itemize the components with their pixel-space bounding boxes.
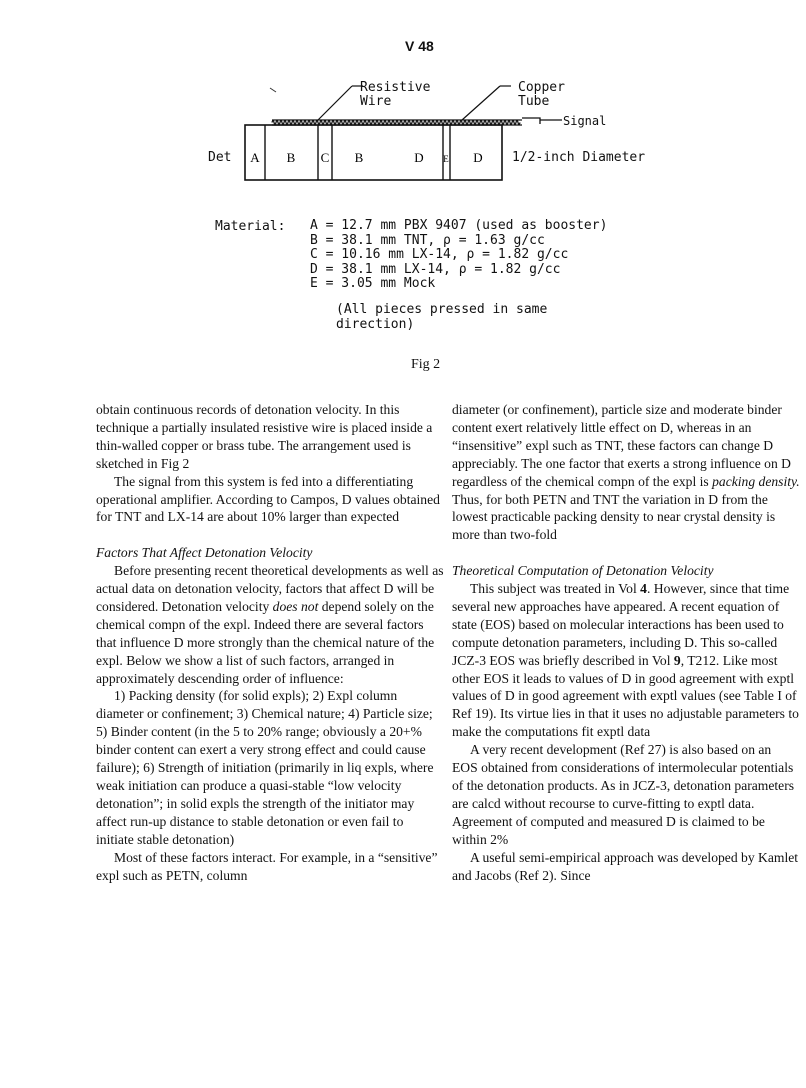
paragraph: diameter (or confinement), particle size and moderate binder content exert relatively little effect on D, whereas in an “insensitive” expl such as TNT, these factors can change D appreciably. The one factor that exerts a strong influence on D regardless of the chemical compn of the expl is packing density. Thus, for both PETN and TNT the variation in D from the lowest practicable packing density to near crystal density is more than two-fold xyxy=(452,402,800,543)
material-a: A = 12.7 mm PBX 9407 (used as booster) xyxy=(310,218,608,233)
diameter-label: 1/2-inch Diameter xyxy=(512,150,646,165)
det-label: Det xyxy=(208,150,232,165)
material-d: D = 38.1 mm LX-14, ρ = 1.82 g/cc xyxy=(310,261,561,277)
figure-caption: Fig 2 xyxy=(411,357,441,372)
left-column xyxy=(96,401,444,884)
segment-label-d: D xyxy=(414,150,424,165)
copper-tube-label: Copper Tube xyxy=(518,80,565,109)
material-b: B = 38.1 mm TNT, ρ = 1.63 g/cc xyxy=(310,232,545,248)
page-number: V 48 xyxy=(405,38,434,54)
paragraph: Most of these factors interact. For example, in a “sensitive” expl such as PETN, column xyxy=(96,849,438,883)
signal-label: Signal xyxy=(563,114,607,128)
signal-lead xyxy=(522,118,562,124)
paragraph: Before presenting recent theoretical developments as well as actual data on detonation velocity, factors that affect D will be considered. Detonation velocity does not depend solely on the chemical compn of the expl. Indeed there are several factors that influence D more strongly than the chemical nature of the expl. Below we show a list of such factors, arranged in approximately descending order of influence: xyxy=(96,563,444,686)
paragraph: This subject was treated in Vol 4. However, since that time several new approaches have appeared. A recent equation of state (EOS) based on molecular interactions has been used to compute detonation parameters, including D. This so-called JCZ-3 EOS was briefly described in Vol 9, T212. Like most other EOS it leads to values of D in good agreement with exptl values of D in good agreement with exptl values (see Table I of Ref 19). Its virtue lies in that it uses no adjustable parameters to make the computations fit exptl data xyxy=(452,581,799,740)
materials-heading: Material: xyxy=(215,219,286,234)
materials-list xyxy=(310,219,607,292)
section-heading: Theoretical Computation of Detonation Velocity xyxy=(452,563,714,579)
segment-label-a: A xyxy=(250,150,260,165)
paragraph: A very recent development (Ref 27) is also based on an EOS obtained from considerations of intermolecular potentials of the detonation products. As in JCZ-3, detonation parameters are calcd without recourse to curve-fitting to exptl data. Agreement of computed and measured D is claimed to be within 2% xyxy=(452,742,795,847)
right-column xyxy=(452,401,800,884)
segment-label-d2: D xyxy=(473,150,483,165)
copper-tube-leader xyxy=(462,86,500,120)
segment-label-c: C xyxy=(320,150,330,165)
material-c: C = 10.16 mm LX-14, ρ = 1.82 g/cc xyxy=(310,247,569,262)
arrow-mark-icon xyxy=(270,88,276,92)
paragraph: A useful semi-empirical approach was developed by Kamlet and Jacobs (Ref 2). Since xyxy=(452,849,799,883)
segment-label-e: E xyxy=(443,154,449,164)
charge-column xyxy=(245,125,502,180)
material-e: E = 3.05 mm Mock xyxy=(310,276,436,291)
factor-list-paragraph: 1) Packing density (for solid expls); 2) Expl column diameter or confinement; 3) Chemical nature; 4) Particle size; 5) Binder content (in the 5 to 20% range; obviously a 20+% binder content can exert a very strong effect and could cause failure); 6) Strength of initiation (primarily in liq expls, where weak initiation can produce a quasi-stable “low velocity detonation”; in solid expls the strength of the initiator may affect run-up distance to stable detonation or even fail to initiate stable detonation) xyxy=(96,688,434,847)
resistive-wire-leader xyxy=(318,86,352,120)
resistive-wire xyxy=(272,121,520,125)
paragraph: The signal from this system is fed into a differentiating operational amplifier. According to Campos, D values obtained for TNT and LX-14 are about 10% larger than expected xyxy=(96,473,440,525)
segment-label-b: B xyxy=(286,150,296,165)
pressing-note: (All pieces pressed in same direction) xyxy=(336,302,548,332)
paragraph: obtain continuous records of detonation velocity. In this technique a partially insulated resistive wire is placed inside a thin-walled copper or brass tube. The arrangement used is sketched in Fig 2 xyxy=(96,402,433,471)
segment-label-b2: B xyxy=(354,150,364,165)
resistive-wire-label: Resistive Wire xyxy=(360,80,431,109)
section-heading: Factors That Affect Detonation Velocity xyxy=(96,545,313,561)
